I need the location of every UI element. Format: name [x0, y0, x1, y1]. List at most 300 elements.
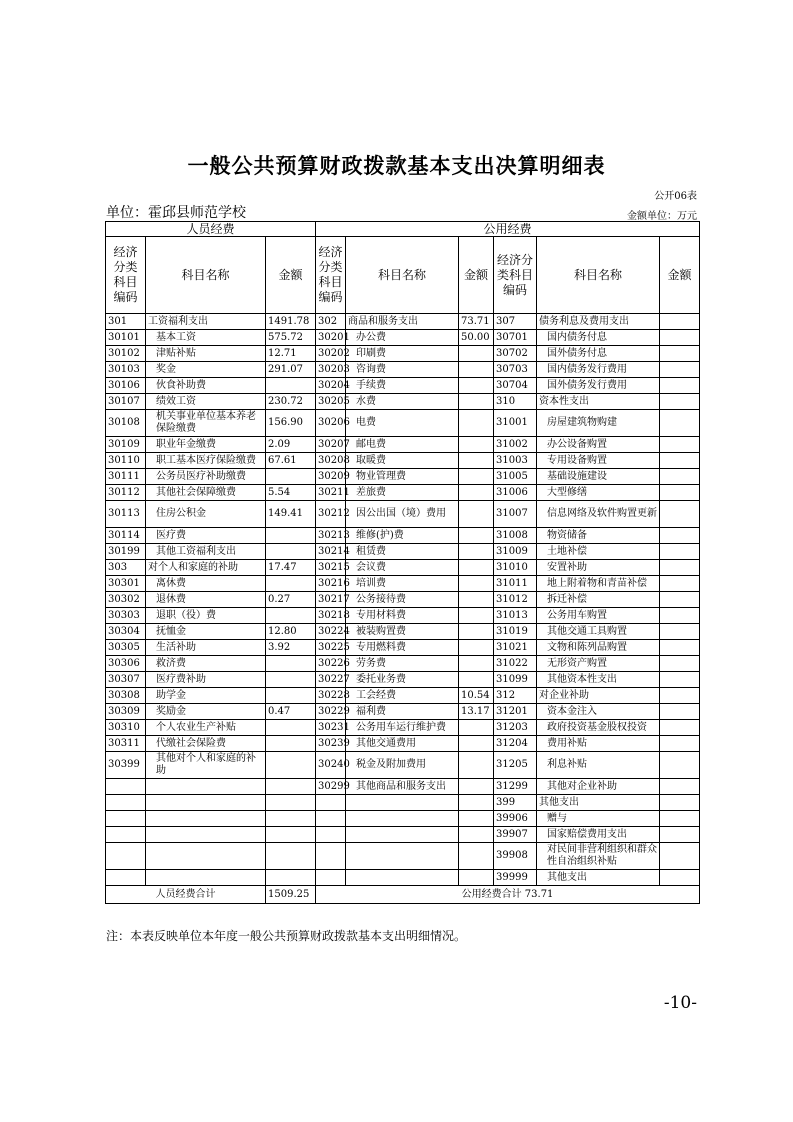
- cell-amount-1: 12.71: [266, 346, 316, 362]
- cell-code-3: 39999: [494, 870, 537, 886]
- table-row: [106, 870, 700, 886]
- cell-amount-2: [459, 795, 494, 811]
- cell-amount-2: [459, 720, 494, 736]
- cell-amount-3: [660, 827, 700, 843]
- cell-code-1: 30399: [106, 752, 146, 779]
- cell-name-1: 伙食补助费: [146, 378, 266, 394]
- cell-code-1: 30199: [106, 544, 146, 560]
- cell-name-3: 办公设备购置: [537, 437, 660, 453]
- table-row: [106, 528, 700, 544]
- cell-code-3: 312: [494, 688, 537, 704]
- table-row: [106, 624, 700, 640]
- cell-name-3: 文物和陈列品购置: [537, 640, 660, 656]
- cell-amount-3: [660, 779, 700, 795]
- page-title: 一般公共预算财政拨款基本支出决算明细表: [187, 153, 606, 178]
- cell-code-1: 30113: [106, 501, 146, 528]
- cell-amount-1: 1491.78: [266, 314, 316, 330]
- cell-amount-1: [266, 576, 316, 592]
- cell-amount-3: [660, 485, 700, 501]
- cell-code-1: 30304: [106, 624, 146, 640]
- cell-amount-3: [660, 736, 700, 752]
- cell-amount-2: [459, 811, 494, 827]
- cell-name-2: [346, 843, 459, 870]
- cell-name-3: 土地补偿: [537, 544, 660, 560]
- cell-amount-2: [459, 779, 494, 795]
- cell-name-2: [346, 811, 459, 827]
- cell-code-2: 30209: [316, 469, 346, 485]
- cell-code-1: 30302: [106, 592, 146, 608]
- cell-code-3: 31019: [494, 624, 537, 640]
- cell-amount-1: [266, 656, 316, 672]
- cell-code-1: 30306: [106, 656, 146, 672]
- cell-amount-3: [660, 378, 700, 394]
- cell-name-3: 地上附着物和青苗补偿: [537, 576, 660, 592]
- name-header-1: 科目名称: [146, 237, 266, 314]
- amount-header-1: 金额: [266, 237, 316, 314]
- cell-name-3: 对企业补助: [537, 688, 660, 704]
- cell-amount-2: 73.71: [459, 314, 494, 330]
- cell-code-3: 39907: [494, 827, 537, 843]
- cell-amount-2: 50.00: [459, 330, 494, 346]
- cell-code-1: 30309: [106, 704, 146, 720]
- cell-name-1: 奖金: [146, 362, 266, 378]
- cell-amount-2: [459, 870, 494, 886]
- personnel-total-label: 人员经费合计: [106, 886, 266, 904]
- cell-amount-1: 2.09: [266, 437, 316, 453]
- cell-code-3: 31003: [494, 453, 537, 469]
- cell-amount-1: [266, 688, 316, 704]
- cell-amount-3: [660, 811, 700, 827]
- cell-name-2: 公务接待费: [346, 592, 459, 608]
- cell-name-3: 国内债务发行费用: [537, 362, 660, 378]
- cell-code-2: 30231: [316, 720, 346, 736]
- cell-code-3: 31013: [494, 608, 537, 624]
- cell-code-1: 30106: [106, 378, 146, 394]
- cell-name-2: 印刷费: [346, 346, 459, 362]
- cell-code-1: [106, 827, 146, 843]
- cell-code-1: 30303: [106, 608, 146, 624]
- table-row: [106, 314, 700, 330]
- cell-amount-2: [459, 501, 494, 528]
- cell-amount-1: [266, 378, 316, 394]
- cell-code-3: 31299: [494, 779, 537, 795]
- cell-name-1: 退职（役）费: [146, 608, 266, 624]
- cell-name-2: 电费: [346, 410, 459, 437]
- cell-name-2: 手续费: [346, 378, 459, 394]
- cell-name-1: 职工基本医疗保险缴费: [146, 453, 266, 469]
- cell-code-2: 30201: [316, 330, 346, 346]
- cell-name-3: 债务利息及费用支出: [537, 314, 660, 330]
- cell-code-3: 31002: [494, 437, 537, 453]
- cell-amount-3: [660, 795, 700, 811]
- column-header-row: [106, 237, 700, 314]
- cell-amount-3: [660, 576, 700, 592]
- cell-code-3: 30703: [494, 362, 537, 378]
- cell-name-1: 助学金: [146, 688, 266, 704]
- cell-name-1: [146, 827, 266, 843]
- public-header: 公用经费: [316, 222, 700, 237]
- page-number: -10-: [663, 993, 697, 1013]
- table-row: [106, 330, 700, 346]
- cell-name-2: 维修(护)费: [346, 528, 459, 544]
- cell-amount-3: [660, 608, 700, 624]
- cell-code-2: 30229: [316, 704, 346, 720]
- cell-code-3: 31011: [494, 576, 537, 592]
- cell-code-3: 31021: [494, 640, 537, 656]
- cell-amount-1: [266, 752, 316, 779]
- cell-amount-1: [266, 736, 316, 752]
- cell-name-3: 大型修缮: [537, 485, 660, 501]
- cell-code-1: 30310: [106, 720, 146, 736]
- cell-code-2: 30202: [316, 346, 346, 362]
- cell-code-2: 30218: [316, 608, 346, 624]
- table-row: [106, 640, 700, 656]
- code-header-2: 经济分类科目编码: [316, 237, 346, 314]
- cell-amount-3: [660, 560, 700, 576]
- cell-code-1: 30110: [106, 453, 146, 469]
- cell-code-3: 310: [494, 394, 537, 410]
- cell-code-2: [316, 843, 346, 870]
- cell-code-2: 30205: [316, 394, 346, 410]
- cell-code-3: 31203: [494, 720, 537, 736]
- cell-amount-2: [459, 656, 494, 672]
- cell-amount-3: [660, 528, 700, 544]
- personnel-total-value: 1509.25: [266, 886, 316, 904]
- cell-amount-2: [459, 736, 494, 752]
- cell-amount-1: 156.90: [266, 410, 316, 437]
- cell-code-3: 31012: [494, 592, 537, 608]
- table-row: [106, 560, 700, 576]
- cell-name-2: 租赁费: [346, 544, 459, 560]
- cell-amount-2: [459, 576, 494, 592]
- cell-amount-3: [660, 704, 700, 720]
- cell-amount-2: [459, 640, 494, 656]
- cell-code-1: 301: [106, 314, 146, 330]
- table-row: [106, 453, 700, 469]
- cell-code-3: 30702: [494, 346, 537, 362]
- cell-code-1: 30307: [106, 672, 146, 688]
- cell-code-3: 399: [494, 795, 537, 811]
- cell-code-2: 30208: [316, 453, 346, 469]
- cell-name-3: 其他交通工具购置: [537, 624, 660, 640]
- cell-amount-1: 0.27: [266, 592, 316, 608]
- table-row: [106, 608, 700, 624]
- cell-code-1: 30311: [106, 736, 146, 752]
- cell-name-3: 物资储备: [537, 528, 660, 544]
- cell-name-2: 商品和服务支出: [346, 314, 459, 330]
- cell-name-2: [346, 827, 459, 843]
- cell-code-3: 31204: [494, 736, 537, 752]
- cell-code-1: [106, 843, 146, 870]
- cell-name-2: 培训费: [346, 576, 459, 592]
- cell-name-3: 资本金注入: [537, 704, 660, 720]
- cell-code-3: 30704: [494, 378, 537, 394]
- cell-amount-3: [660, 394, 700, 410]
- cell-amount-3: [660, 688, 700, 704]
- cell-amount-3: [660, 346, 700, 362]
- section-header-row: [106, 222, 700, 237]
- cell-name-1: [146, 843, 266, 870]
- cell-amount-1: [266, 528, 316, 544]
- table-row: [106, 469, 700, 485]
- amount-header-3: 金额: [660, 237, 700, 314]
- cell-name-1: 职业年金缴费: [146, 437, 266, 453]
- cell-code-2: 30227: [316, 672, 346, 688]
- cell-code-1: 30109: [106, 437, 146, 453]
- cell-amount-1: 5.54: [266, 485, 316, 501]
- table-row: [106, 720, 700, 736]
- cell-amount-3: [660, 410, 700, 437]
- cell-name-1: 公务员医疗补助缴费: [146, 469, 266, 485]
- cell-name-2: 被装购置费: [346, 624, 459, 640]
- cell-name-3: 其他资本性支出: [537, 672, 660, 688]
- cell-amount-1: 291.07: [266, 362, 316, 378]
- table-row: [106, 346, 700, 362]
- cell-code-2: 30217: [316, 592, 346, 608]
- cell-code-2: 30204: [316, 378, 346, 394]
- cell-code-1: 30112: [106, 485, 146, 501]
- cell-name-3: 专用设备购置: [537, 453, 660, 469]
- table-row: [106, 843, 700, 870]
- code-header-3: 经济分类科目编码: [494, 237, 537, 314]
- cell-code-1: [106, 779, 146, 795]
- cell-amount-3: [660, 544, 700, 560]
- cell-amount-2: [459, 544, 494, 560]
- cell-code-3: 39908: [494, 843, 537, 870]
- cell-code-3: 307: [494, 314, 537, 330]
- cell-name-1: [146, 870, 266, 886]
- cell-name-2: 工会经费: [346, 688, 459, 704]
- cell-name-1: 抚恤金: [146, 624, 266, 640]
- cell-code-2: [316, 827, 346, 843]
- cell-name-3: 赠与: [537, 811, 660, 827]
- cell-amount-3: [660, 437, 700, 453]
- cell-amount-1: [266, 870, 316, 886]
- cell-name-2: 咨询费: [346, 362, 459, 378]
- cell-code-2: 30225: [316, 640, 346, 656]
- cell-code-2: 30239: [316, 736, 346, 752]
- table-row: [106, 544, 700, 560]
- cell-name-1: 基本工资: [146, 330, 266, 346]
- cell-amount-3: [660, 330, 700, 346]
- cell-name-2: 劳务费: [346, 656, 459, 672]
- cell-code-3: 31007: [494, 501, 537, 528]
- cell-amount-1: 17.47: [266, 560, 316, 576]
- cell-name-2: 办公费: [346, 330, 459, 346]
- name-header-3: 科目名称: [537, 237, 660, 314]
- cell-name-2: 公务用车运行维护费: [346, 720, 459, 736]
- cell-name-2: 税金及附加费用: [346, 752, 459, 779]
- table-row: [106, 501, 700, 528]
- cell-amount-1: [266, 811, 316, 827]
- table-row: [106, 736, 700, 752]
- cell-amount-3: [660, 843, 700, 870]
- table-row: [106, 704, 700, 720]
- cell-amount-1: 575.72: [266, 330, 316, 346]
- cell-name-2: 会议费: [346, 560, 459, 576]
- cell-name-1: [146, 779, 266, 795]
- cell-amount-1: 67.61: [266, 453, 316, 469]
- amount-header-2: 金额: [459, 237, 494, 314]
- cell-amount-1: [266, 608, 316, 624]
- cell-name-3: 国内债务付息: [537, 330, 660, 346]
- cell-amount-3: [660, 453, 700, 469]
- cell-code-2: [316, 870, 346, 886]
- cell-name-2: 物业管理费: [346, 469, 459, 485]
- cell-amount-2: [459, 592, 494, 608]
- cell-amount-2: [459, 378, 494, 394]
- cell-amount-1: [266, 469, 316, 485]
- cell-name-1: 个人农业生产补贴: [146, 720, 266, 736]
- cell-name-1: 救济费: [146, 656, 266, 672]
- cell-amount-1: [266, 779, 316, 795]
- cell-name-1: 津贴补贴: [146, 346, 266, 362]
- cell-amount-1: [266, 843, 316, 870]
- cell-code-1: 30107: [106, 394, 146, 410]
- cell-amount-2: [459, 394, 494, 410]
- cell-amount-3: [660, 672, 700, 688]
- cell-name-2: 专用燃料费: [346, 640, 459, 656]
- cell-amount-3: [660, 752, 700, 779]
- cell-amount-2: [459, 469, 494, 485]
- cell-name-2: 专用材料费: [346, 608, 459, 624]
- table-row: [106, 410, 700, 437]
- cell-code-2: 30211: [316, 485, 346, 501]
- cell-code-1: 30108: [106, 410, 146, 437]
- cell-name-3: 无形资产购置: [537, 656, 660, 672]
- cell-code-3: 31205: [494, 752, 537, 779]
- cell-code-1: 30305: [106, 640, 146, 656]
- table-row: [106, 672, 700, 688]
- cell-name-1: 其他对个人和家庭的补助: [146, 752, 266, 779]
- cell-code-1: [106, 811, 146, 827]
- cell-name-2: 其他商品和服务支出: [346, 779, 459, 795]
- cell-code-2: 30216: [316, 576, 346, 592]
- cell-name-1: [146, 811, 266, 827]
- cell-code-3: 31022: [494, 656, 537, 672]
- cell-code-2: [316, 795, 346, 811]
- cell-amount-2: [459, 672, 494, 688]
- cell-code-3: 31006: [494, 485, 537, 501]
- cell-name-1: 医疗费: [146, 528, 266, 544]
- name-header-2: 科目名称: [346, 237, 459, 314]
- cell-name-1: 生活补助: [146, 640, 266, 656]
- cell-code-3: 31010: [494, 560, 537, 576]
- cell-amount-1: 3.92: [266, 640, 316, 656]
- cell-amount-3: [660, 656, 700, 672]
- form-code: 公开06表: [654, 191, 697, 202]
- cell-code-2: 30203: [316, 362, 346, 378]
- cell-code-1: [106, 795, 146, 811]
- cell-amount-2: [459, 453, 494, 469]
- totals-row: [106, 886, 700, 904]
- cell-code-3: 30701: [494, 330, 537, 346]
- cell-name-2: [346, 795, 459, 811]
- cell-name-2: 委托业务费: [346, 672, 459, 688]
- cell-amount-3: [660, 469, 700, 485]
- cell-name-2: 水费: [346, 394, 459, 410]
- cell-name-1: 工资福利支出: [146, 314, 266, 330]
- cell-code-2: 30215: [316, 560, 346, 576]
- cell-code-1: 30101: [106, 330, 146, 346]
- cell-name-3: 安置补助: [537, 560, 660, 576]
- cell-name-3: 基础设施建设: [537, 469, 660, 485]
- cell-name-1: 离休费: [146, 576, 266, 592]
- cell-name-3: 国外债务发行费用: [537, 378, 660, 394]
- cell-amount-3: [660, 592, 700, 608]
- cell-amount-2: [459, 608, 494, 624]
- cell-amount-3: [660, 362, 700, 378]
- cell-name-1: 医疗费补助: [146, 672, 266, 688]
- cell-amount-1: 149.41: [266, 501, 316, 528]
- table-row: [106, 437, 700, 453]
- cell-amount-2: [459, 485, 494, 501]
- cell-name-3: 国家赔偿费用支出: [537, 827, 660, 843]
- cell-name-1: 其他社会保障缴费: [146, 485, 266, 501]
- cell-amount-3: [660, 624, 700, 640]
- table-row: [106, 485, 700, 501]
- cell-code-2: 30213: [316, 528, 346, 544]
- cell-amount-1: [266, 544, 316, 560]
- cell-amount-1: 230.72: [266, 394, 316, 410]
- cell-name-1: 退休费: [146, 592, 266, 608]
- cell-code-1: 30102: [106, 346, 146, 362]
- cell-name-3: 政府投资基金股权投资: [537, 720, 660, 736]
- cell-name-1: 代缴社会保险费: [146, 736, 266, 752]
- cell-name-3: 对民间非营利组织和群众性自治组织补贴: [537, 843, 660, 870]
- cell-amount-2: [459, 560, 494, 576]
- cell-name-3: 费用补贴: [537, 736, 660, 752]
- cell-code-2: 30224: [316, 624, 346, 640]
- cell-amount-2: [459, 752, 494, 779]
- cell-amount-1: 12.80: [266, 624, 316, 640]
- cell-name-3: 其他对企业补助: [537, 779, 660, 795]
- cell-name-3: 其他支出: [537, 795, 660, 811]
- table-row: [106, 362, 700, 378]
- cell-amount-1: [266, 720, 316, 736]
- table-row: [106, 752, 700, 779]
- cell-code-2: 30206: [316, 410, 346, 437]
- cell-name-3: 资本性支出: [537, 394, 660, 410]
- cell-name-3: 信息网络及软件购置更新: [537, 501, 660, 528]
- cell-name-1: 奖励金: [146, 704, 266, 720]
- cell-name-1: [146, 795, 266, 811]
- cell-amount-2: [459, 624, 494, 640]
- cell-code-2: 30207: [316, 437, 346, 453]
- table-row: [106, 688, 700, 704]
- table-row: [106, 779, 700, 795]
- table-row: [106, 378, 700, 394]
- cell-name-2: 其他交通费用: [346, 736, 459, 752]
- cell-amount-2: [459, 843, 494, 870]
- cell-amount-1: 0.47: [266, 704, 316, 720]
- public-total-label: 公用经费合计 73.71: [316, 886, 700, 904]
- cell-name-1: 其他工资福利支出: [146, 544, 266, 560]
- cell-code-2: 30226: [316, 656, 346, 672]
- unit-label: 单位：霍邱县师范学校: [106, 205, 246, 221]
- table-row: [106, 811, 700, 827]
- cell-amount-3: [660, 640, 700, 656]
- cell-code-1: 30103: [106, 362, 146, 378]
- cell-code-2: 302: [316, 314, 346, 330]
- cell-name-1: 机关事业单位基本养老保险缴费: [146, 410, 266, 437]
- cell-code-3: 31201: [494, 704, 537, 720]
- cell-name-2: [346, 870, 459, 886]
- cell-name-2: 福利费: [346, 704, 459, 720]
- cell-name-2: 邮电费: [346, 437, 459, 453]
- code-header-1: 经济分类科目编码: [106, 237, 146, 314]
- cell-amount-2: [459, 346, 494, 362]
